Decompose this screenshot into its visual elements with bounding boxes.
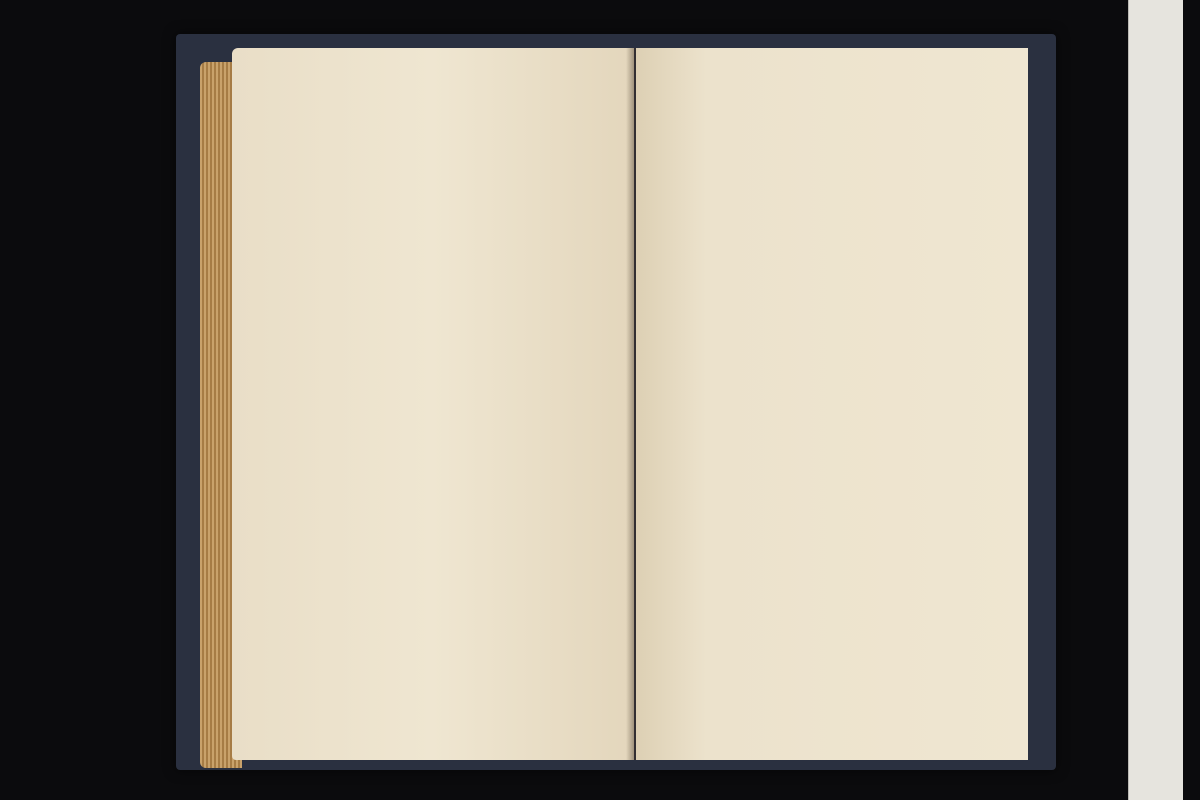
right-page [636, 48, 1028, 760]
measuring-ruler [1128, 0, 1183, 800]
left-page [232, 48, 634, 760]
